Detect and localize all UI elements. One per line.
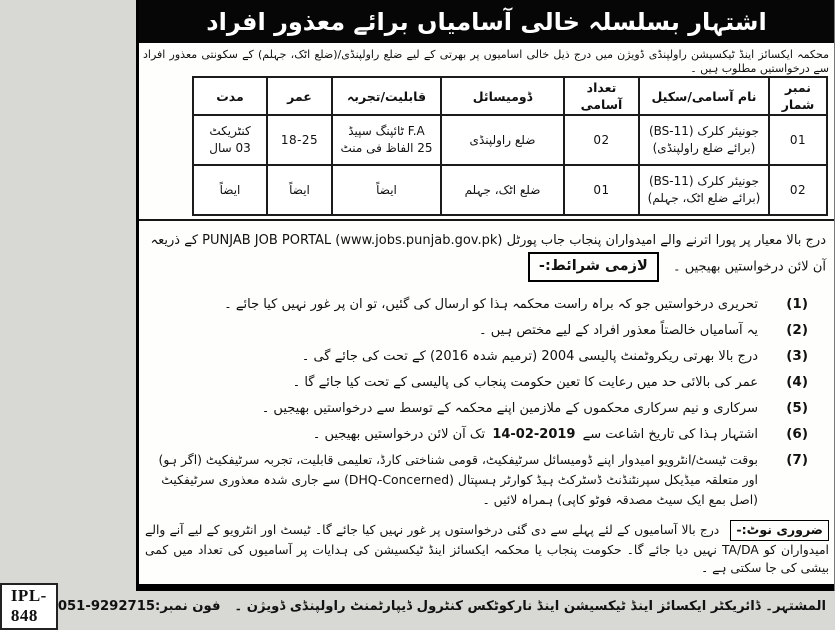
ipl-reference-badge: IPL-848 xyxy=(0,583,58,630)
table-row xyxy=(193,115,827,165)
list-item xyxy=(147,294,808,315)
bottom-rule xyxy=(139,584,834,591)
conditions-list xyxy=(139,286,834,510)
list-item xyxy=(147,372,808,393)
ta-da-token: TA/DA xyxy=(721,543,759,557)
cell-serial: 02 xyxy=(769,165,827,215)
cell-count: 02 xyxy=(564,115,639,165)
item-number: (2) xyxy=(786,322,808,338)
col-no-of-posts: تعداد آسامی xyxy=(564,77,639,115)
col-duration: مدت xyxy=(193,77,267,115)
item-number: (3) xyxy=(786,348,808,364)
col-serial-no: نمبر شمار xyxy=(769,77,827,115)
list-item xyxy=(147,346,808,367)
item-text: عمر کی بالائی حد میں رعایت کا تعین حکومت پنجاب کی پالیسی کے تحت کیا جائے گا ۔ xyxy=(292,375,758,390)
ad-title: اشتہار بسلسلہ خالی آسامیاں برائے معذور افراد xyxy=(206,7,767,36)
newspaper-job-ad xyxy=(10,0,835,625)
col-age: عمر xyxy=(267,77,332,115)
col-qualification: قابلیت/تجربہ xyxy=(332,77,441,115)
item-number: (4) xyxy=(786,374,808,390)
item-text: یہ آسامیاں خالصتاً معذور افراد کے لیے مختص ہیں ۔ xyxy=(479,323,758,338)
item-number: (6) xyxy=(786,426,808,442)
item-number: (5) xyxy=(786,400,808,416)
cell-serial: 01 xyxy=(769,115,827,165)
phone-line xyxy=(58,597,221,617)
list-item xyxy=(147,320,808,341)
item-text: بوقت ٹیسٹ/انٹرویو امیدوار اپنے ڈومیسائل سرٹیفکیٹ، قومی شناختی کارڈ، تعلیمی قابلیت، تجربہ سرٹیفکیٹ (اگر ہو) اور متعلقہ میڈیکل سپرنٹنڈنٹ ڈسٹرکٹ ہیڈ کوارٹر ہسپتال (DHQ-Concerned) سے جاری شدہ معذوری سرٹیفکیٹ (اصل بمع ایک سیٹ مصدقہ فوٹو کاپی) ہمراہ لائیں ۔ xyxy=(158,452,758,507)
ad-title-banner xyxy=(139,0,834,43)
item-text: اشتہار ہذا کی تاریخ اشاعت سے 14-02-2019 تک آن لائن درخواستیں بھیجیں ۔ xyxy=(312,427,758,442)
list-item xyxy=(147,424,808,445)
item-text: درج بالا بھرتی ریکروٹمنٹ پالیسی 2004 (ترمیم شدہ 2016) کے تحت کی جائے گی ۔ xyxy=(301,349,758,364)
table-header-row xyxy=(193,77,827,115)
cell-domicile: ضلع راولپنڈی xyxy=(441,115,564,165)
portal-text: درج بالا معیار پر پورا اترنے والے امیدواران پنجاب جاب پورٹل PUNJAB JOB PORTAL (www.jobs.punjab.gov.pk) کے ذریعہ آن لائن درخواستیں بھیجیں ۔ xyxy=(150,233,826,275)
list-item xyxy=(147,398,808,419)
list-item xyxy=(147,450,808,510)
advertiser-line: المشتہر۔ ڈائریکٹر ایکسائز اینڈ ٹیکسیشن اینڈ نارکوٹکس کنٹرول ڈیپارٹمنٹ راولپنڈی ڈویژن ۔ xyxy=(234,598,826,614)
important-note-text: درج بالا آسامیوں کے لئے پہلے سے دی گئی درخواستوں پر غور نہیں کیا جائے گا۔ ٹیسٹ اور انٹرویو کے لیے آنے والے امیدواران کو TA/DA نہیں دیا جائے گا۔ حکومت پنجاب یا محکمہ ایکسائز اینڈ ٹیکسیشن کی ہدایات پر آسامیوں کی تعداد میں کمی بیشی کی جا سکتی ہے ۔ xyxy=(145,523,829,575)
item-text: تحریری درخواستیں جو کہ براہ راست محکمہ ہذا کو ارسال کی گئیں، تو ان پر غور نہیں کیا جائے ۔ xyxy=(224,297,758,312)
cell-domicile: ضلع اٹک، جہلم xyxy=(441,165,564,215)
online-application-paragraph xyxy=(139,221,834,286)
ad-intro: محکمہ ایکسائز اینڈ ٹیکسیشن راولپنڈی ڈویژن میں درج ذیل خالی اسامیوں پر بھرتی کے لیے ضلع راولپنڈی/(ضلع اٹک، جہلم) کے سکونتی معذور افراد سے درخواستیں مطلوب ہیں ۔ xyxy=(143,48,829,75)
cell-post: جونیئر کلرک (BS-11) (برائے ضلع راولپنڈی) xyxy=(639,115,769,165)
cell-duration: کنٹریکٹ 03 سال xyxy=(193,115,267,165)
cell-qualification: F.A ٹائپنگ سپیڈ 25 الفاظ فی منٹ xyxy=(332,115,441,165)
vacancy-table-section xyxy=(139,76,834,221)
col-post-scale: نام آسامی/سکیل xyxy=(639,77,769,115)
phone-label: فون نمبر: xyxy=(155,598,221,614)
vacancy-table xyxy=(192,76,828,216)
deadline-date: 14-02-2019 xyxy=(492,427,576,442)
item-number: (7) xyxy=(786,452,808,468)
important-note-label: ضروری نوٹ:- xyxy=(730,520,829,541)
important-note xyxy=(139,515,834,579)
cell-age: ایضاً xyxy=(267,165,332,215)
item-number: (1) xyxy=(786,296,808,312)
col-domicile: ڈومیسائل xyxy=(441,77,564,115)
cell-duration: ایضاً xyxy=(193,165,267,215)
table-row xyxy=(193,165,827,215)
cell-age: 18-25 xyxy=(267,115,332,165)
mandatory-conditions-label: لازمی شرائط:- xyxy=(528,252,659,282)
cell-count: 01 xyxy=(564,165,639,215)
cell-qualification: ایضاً xyxy=(332,165,441,215)
cell-post: جونیئر کلرک (BS-11) (برائے ضلع اٹک، جہلم) xyxy=(639,165,769,215)
item-text: سرکاری و نیم سرکاری محکموں کے ملازمین اپنے محکمہ کے توسط سے درخواستیں بھیجیں ۔ xyxy=(261,401,758,416)
phone-number: 051-9292715 xyxy=(57,598,156,614)
